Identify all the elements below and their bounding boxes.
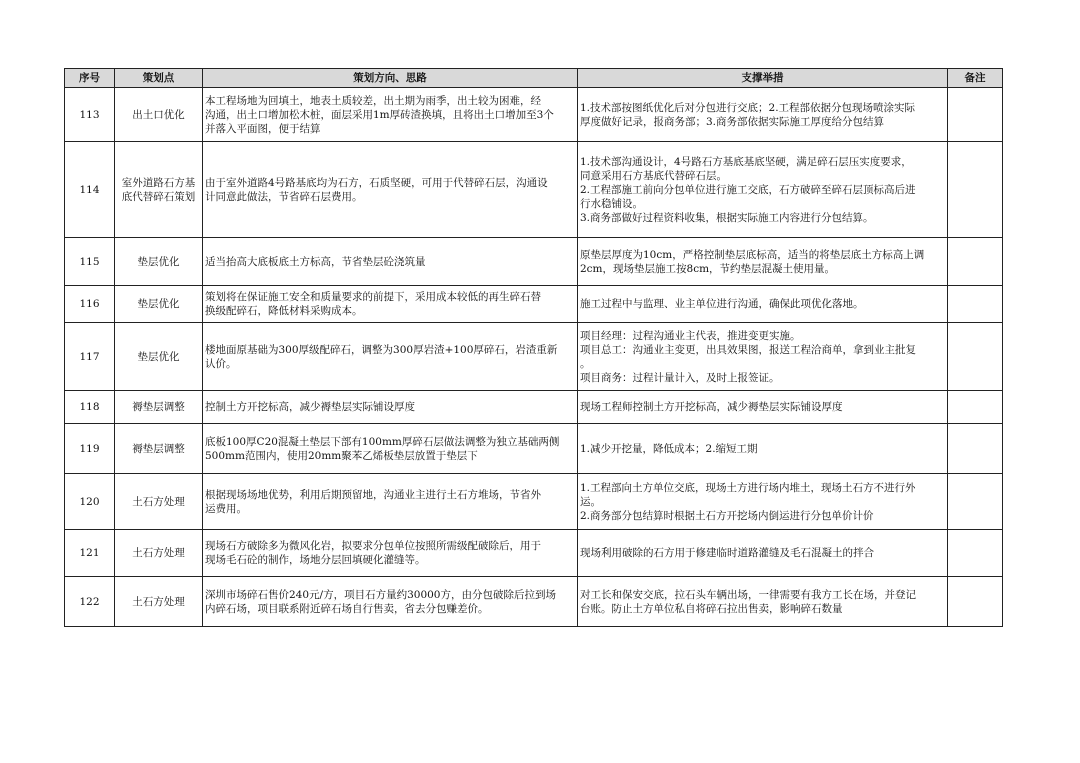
support-measure bbox=[578, 88, 948, 142]
support-measure-line: 项目经理：过程沟通业主代表，推进变更实施。 bbox=[580, 329, 801, 342]
support-measure-line: 项目总工：沟通业主变更，出具效果图，报送工程洽商单，拿到业主批复 bbox=[580, 343, 916, 356]
support-measure-line: 原垫层厚度为10cm，严格控制垫层底标高，适当的将垫层底土方标高上调 bbox=[580, 248, 925, 261]
planning-idea-line: 并落入平面图，便于结算 bbox=[205, 122, 321, 135]
planning-idea-line: 适当抬高大底板底土方标高，节省垫层砼浇筑量 bbox=[205, 255, 426, 268]
row-number: 118 bbox=[65, 391, 115, 424]
support-measure-line: 厚度做好记录，报商务部；3.商务部依据实际施工厚度给分包结算 bbox=[580, 115, 885, 128]
planning-idea bbox=[203, 323, 578, 391]
row-number: 122 bbox=[65, 577, 115, 627]
support-measure-line: 2.商务部分包结算时根据土石方开挖场内倒运进行分包单价计价 bbox=[580, 509, 874, 522]
row-number: 119 bbox=[65, 424, 115, 474]
planning-point bbox=[115, 424, 203, 474]
header-measure: 支撑举措 bbox=[578, 69, 948, 88]
support-measure bbox=[578, 474, 948, 530]
remark-cell bbox=[948, 424, 1003, 474]
remark-cell bbox=[948, 391, 1003, 424]
remark-cell bbox=[948, 323, 1003, 391]
table-row bbox=[65, 88, 1003, 142]
support-measure-line: 运。 bbox=[580, 495, 601, 508]
planning-idea-line: 现场毛石砼的制作，场地分层回填硬化灌缝等。 bbox=[205, 554, 426, 566]
planning-idea bbox=[203, 577, 578, 627]
support-measure bbox=[578, 391, 948, 424]
support-measure-line: 1.技术部按图纸优化后对分包进行交底；2.工程部依据分包现场喷涂实际 bbox=[580, 101, 916, 114]
planning-point-line: 褥垫层调整 bbox=[132, 401, 185, 413]
planning-idea-line: 现场石方破除多为微风化岩，拟要求分包单位按照所需级配破除后，用于 bbox=[205, 540, 541, 552]
planning-idea-line: 深圳市场碎石售价240元/方，项目石方量约30000方，由分包破除后拉到场 bbox=[205, 588, 556, 601]
planning-idea bbox=[203, 424, 578, 474]
support-measure-line: 1.减少开挖量，降低成本；2.缩短工期 bbox=[580, 442, 758, 455]
planning-point bbox=[115, 142, 203, 238]
planning-idea-line: 由于室外道路4号路基底均为石方，石质坚硬，可用于代替碎石层，沟通设 bbox=[205, 176, 548, 189]
planning-idea-line: 换级配碎石，降低材料采购成本。 bbox=[205, 305, 363, 317]
support-measure-line: 现场工程师控制土方开挖标高，减少褥垫层实际铺设厚度 bbox=[580, 401, 843, 413]
planning-point bbox=[115, 577, 203, 627]
planning-idea-line: 根据现场场地优势，利用后期预留地，沟通业主进行土石方堆场，节省外 bbox=[205, 488, 541, 501]
header-idea: 策划方向、思路 bbox=[203, 69, 578, 88]
row-number: 114 bbox=[65, 142, 115, 238]
support-measure bbox=[578, 238, 948, 286]
support-measure bbox=[578, 577, 948, 627]
planning-point-line: 垫层优化 bbox=[137, 350, 180, 363]
remark-cell bbox=[948, 577, 1003, 627]
planning-point bbox=[115, 88, 203, 142]
table-row bbox=[65, 391, 1003, 424]
planning-idea-line: 本工程场地为回填土，地表土质较差，出土期为雨季，出土较为困难，经 bbox=[205, 94, 541, 107]
planning-point-line: 垫层优化 bbox=[137, 255, 180, 268]
table-row bbox=[65, 424, 1003, 474]
planning-idea-line: 楼地面原基础为300厚级配碎石，调整为300厚岩渣+100厚碎石，岩渣重新 bbox=[205, 343, 558, 356]
support-measure-line: 2.工程部施工前向分包单位进行施工交底，石方破碎至碎石层顶标高后进 bbox=[580, 183, 916, 196]
planning-idea bbox=[203, 474, 578, 530]
row-number: 116 bbox=[65, 286, 115, 323]
row-number: 121 bbox=[65, 530, 115, 577]
planning-point-line: 垫层优化 bbox=[137, 298, 180, 310]
table-row bbox=[65, 474, 1003, 530]
planning-point-line: 土石方处理 bbox=[132, 547, 185, 559]
planning-idea-line: 500mm范围内，使用20mm聚苯乙烯板垫层放置于垫层下 bbox=[205, 449, 478, 462]
planning-idea-line: 认价。 bbox=[205, 357, 237, 370]
row-number: 117 bbox=[65, 323, 115, 391]
table-row bbox=[65, 530, 1003, 577]
row-number: 113 bbox=[65, 88, 115, 142]
planning-idea bbox=[203, 142, 578, 238]
planning-table bbox=[64, 68, 1003, 627]
remark-cell bbox=[948, 474, 1003, 530]
planning-point-line: 土石方处理 bbox=[132, 495, 185, 508]
planning-idea-line: 计同意此做法，节省碎石层费用。 bbox=[205, 190, 363, 203]
planning-point-line: 室外道路石方基 bbox=[121, 176, 196, 189]
remark-cell bbox=[948, 530, 1003, 577]
planning-idea bbox=[203, 530, 578, 577]
support-measure bbox=[578, 323, 948, 391]
support-measure-line: 1.技术部沟通设计，4号路石方基底基底坚硬，满足碎石层压实度要求， bbox=[580, 155, 912, 168]
planning-point bbox=[115, 530, 203, 577]
planning-point bbox=[115, 238, 203, 286]
planning-idea bbox=[203, 88, 578, 142]
support-measure bbox=[578, 142, 948, 238]
planning-point-line: 土石方处理 bbox=[132, 595, 185, 608]
support-measure-line: 1.工程部向土方单位交底，现场土方进行场内堆土，现场土石方不进行外 bbox=[580, 481, 916, 494]
row-number: 115 bbox=[65, 238, 115, 286]
header-remark: 备注 bbox=[948, 69, 1003, 88]
header-no: 序号 bbox=[65, 69, 115, 88]
support-measure-line: 行水稳铺设。 bbox=[580, 197, 643, 210]
remark-cell bbox=[948, 238, 1003, 286]
header-point: 策划点 bbox=[115, 69, 203, 88]
table-row bbox=[65, 577, 1003, 627]
planning-idea-line: 策划将在保证施工安全和质量要求的前提下，采用成本较低的再生碎石替 bbox=[205, 291, 541, 303]
support-measure-line: 对工长和保安交底，拉石头车辆出场，一律需要有我方工长在场，并登记 bbox=[580, 588, 916, 601]
support-measure bbox=[578, 286, 948, 323]
planning-point-line: 出土口优化 bbox=[132, 108, 185, 121]
support-measure-line: 。 bbox=[580, 357, 591, 370]
table-header-row bbox=[65, 69, 1003, 88]
planning-point bbox=[115, 323, 203, 391]
planning-idea bbox=[203, 238, 578, 286]
table-row bbox=[65, 323, 1003, 391]
remark-cell bbox=[948, 286, 1003, 323]
planning-idea bbox=[203, 391, 578, 424]
support-measure-line: 现场利用破除的石方用于修建临时道路灌缝及毛石混凝土的拌合 bbox=[580, 547, 874, 559]
planning-point bbox=[115, 474, 203, 530]
planning-idea-line: 运费用。 bbox=[205, 502, 247, 515]
planning-idea-line: 底板100厚C20混凝土垫层下部有100mm厚碎石层做法调整为独立基础两侧 bbox=[205, 435, 560, 448]
support-measure-line: 2cm，现场垫层施工按8cm，节约垫层混凝土使用量。 bbox=[580, 262, 836, 275]
support-measure bbox=[578, 530, 948, 577]
support-measure-line: 台账。防止土方单位私自将碎石拉出售卖，影响碎石数量 bbox=[580, 602, 843, 615]
remark-cell bbox=[948, 142, 1003, 238]
planning-idea-line: 控制土方开挖标高，减少褥垫层实际铺设厚度 bbox=[205, 401, 415, 413]
planning-point bbox=[115, 286, 203, 323]
planning-idea-line: 内碎石场，项目联系附近碎石场自行售卖，省去分包赚差价。 bbox=[205, 602, 489, 615]
support-measure-line: 同意采用石方基底代替碎石层。 bbox=[580, 169, 727, 182]
table-row bbox=[65, 286, 1003, 323]
table-row bbox=[65, 238, 1003, 286]
planning-point-line: 褥垫层调整 bbox=[132, 442, 185, 455]
support-measure-line: 施工过程中与监理、业主单位进行沟通，确保此项优化落地。 bbox=[580, 298, 864, 310]
support-measure-line: 项目商务：过程计量计入，及时上报签证。 bbox=[580, 371, 780, 384]
support-measure bbox=[578, 424, 948, 474]
planning-idea-line: 沟通，出土口增加松木桩，面层采用1m厚砖渣换填，且将出土口增加至3个 bbox=[205, 108, 554, 121]
table-row bbox=[65, 142, 1003, 238]
planning-point bbox=[115, 391, 203, 424]
planning-point-line: 底代替碎石策划 bbox=[121, 190, 196, 203]
row-number: 120 bbox=[65, 474, 115, 530]
remark-cell bbox=[948, 88, 1003, 142]
planning-idea bbox=[203, 286, 578, 323]
support-measure-line: 3.商务部做好过程资料收集，根据实际施工内容进行分包结算。 bbox=[580, 211, 874, 224]
